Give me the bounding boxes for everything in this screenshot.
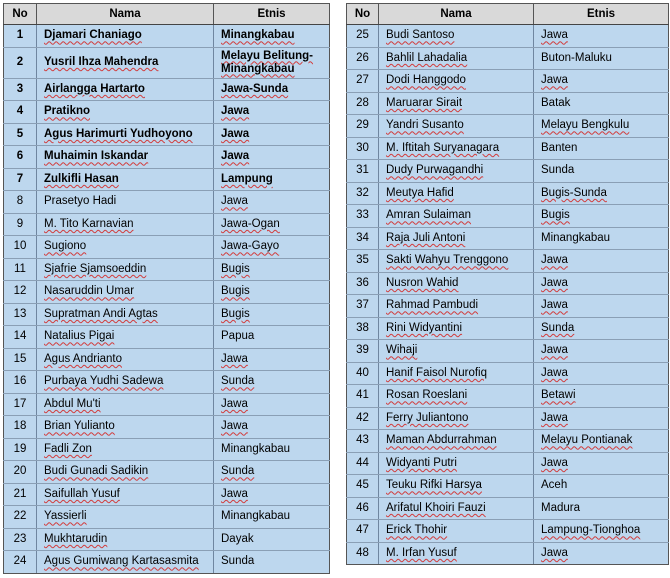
minister-name-text: Agus Gumiwang Kartasasmita: [44, 555, 199, 568]
table-row: [347, 70, 669, 93]
row-number: 19: [4, 438, 37, 461]
minister-name-text: Budi Gunadi Sadikin: [44, 465, 149, 478]
minister-name: [37, 213, 214, 236]
table-row: [4, 461, 330, 484]
row-number: 42: [347, 407, 379, 430]
header-etnis: Etnis: [214, 4, 330, 25]
ethnicity: [214, 416, 330, 439]
row-number: 32: [347, 182, 379, 205]
row-number: 33: [347, 205, 379, 228]
ethnicity: [534, 227, 669, 250]
row-number: 41: [347, 385, 379, 408]
row-number: 23: [4, 528, 37, 551]
minister-name-text: Rini Widyantini: [386, 321, 463, 334]
ethnicity-text: Madura: [541, 501, 580, 514]
minister-name-text: Fadli Zon: [44, 442, 92, 455]
ethnicity: [214, 47, 330, 78]
row-number: 17: [4, 393, 37, 416]
minister-name: [379, 205, 534, 228]
minister-name-text: M. Irfan Yusuf: [386, 546, 457, 559]
table-row: [347, 227, 669, 250]
minister-name: [37, 25, 214, 48]
ethnicity: [214, 123, 330, 146]
row-number: 26: [347, 47, 379, 70]
row-number: 22: [4, 506, 37, 529]
minister-name: [37, 47, 214, 78]
table-row: [347, 272, 669, 295]
ethnicity-text: Jawa-Gayo: [221, 240, 280, 253]
ethnicity: [534, 407, 669, 430]
ethnicity: [214, 348, 330, 371]
ethnicity: [214, 528, 330, 551]
ethnicity-text: Minangkabau: [221, 442, 291, 455]
table-row: [4, 101, 330, 124]
table-row: [4, 258, 330, 281]
minister-name: [37, 438, 214, 461]
ethnicity-text: Batak: [541, 96, 571, 109]
row-number: 3: [4, 78, 37, 101]
table-row: [4, 303, 330, 326]
ethnicity: [534, 92, 669, 115]
ethnicity: [214, 213, 330, 236]
minister-name: [379, 137, 534, 160]
header-no: No: [4, 4, 37, 25]
table-row: [4, 146, 330, 169]
minister-name-text: Abdul Mu'ti: [44, 397, 101, 410]
header-etnis: Etnis: [534, 4, 669, 25]
minister-name: [37, 123, 214, 146]
row-number: 27: [347, 70, 379, 93]
ethnicity: [214, 191, 330, 214]
ethnicity: [534, 362, 669, 385]
table-row: [347, 160, 669, 183]
ethnicity: [214, 326, 330, 349]
ethnicity-text: Jawa-Sunda: [221, 82, 289, 95]
minister-name-text: Erick Thohir: [386, 524, 448, 537]
minister-name: [379, 250, 534, 273]
ethnicity-text: Melayu Bengkulu: [541, 119, 630, 132]
minister-name-text: Purbaya Yudhi Sadewa: [44, 375, 164, 388]
row-number: 12: [4, 281, 37, 304]
ethnicity-text: Betawi: [541, 389, 576, 402]
table-row: [347, 92, 669, 115]
row-number: 48: [347, 542, 379, 565]
row-number: 35: [347, 250, 379, 273]
minister-name: [37, 393, 214, 416]
header-row: [4, 4, 330, 25]
minister-name-text: Dodi Hanggodo: [386, 74, 466, 87]
ethnicity-text: Sunda: [221, 375, 255, 388]
minister-name-text: Ferry Juliantono: [386, 411, 469, 424]
minister-name-text: Nusron Wahid: [386, 276, 459, 289]
minister-name: [37, 483, 214, 506]
table-row: [4, 191, 330, 214]
minister-name: [379, 317, 534, 340]
minister-name-text: Mukhtarudin: [44, 532, 108, 545]
minister-name: [379, 407, 534, 430]
row-number: 9: [4, 213, 37, 236]
ethnicity: [214, 168, 330, 191]
table-row: [4, 393, 330, 416]
ethnicity-text: Lampung-Tionghoa: [541, 524, 641, 537]
minister-name: [379, 520, 534, 543]
table-row: [4, 123, 330, 146]
row-number: 8: [4, 191, 37, 214]
ethnicity-text: Jawa: [541, 366, 568, 379]
minister-name: [379, 385, 534, 408]
ethnicity-text: Jawa: [221, 105, 250, 118]
ethnicity-text: Jawa: [541, 254, 568, 267]
row-number: 16: [4, 371, 37, 394]
row-number: 2: [4, 47, 37, 78]
table-row: [347, 497, 669, 520]
ethnicity-text: Jawa: [541, 411, 568, 424]
header-nama: Nama: [37, 4, 214, 25]
minister-name: [379, 92, 534, 115]
row-number: 34: [347, 227, 379, 250]
table-row: [4, 528, 330, 551]
ethnicity-text: Minangkabau: [541, 231, 611, 244]
minister-name-text: Teuku Rifki Harsya: [386, 479, 482, 492]
minister-name: [37, 281, 214, 304]
ethnicity: [214, 25, 330, 48]
row-number: 13: [4, 303, 37, 326]
ethnicity: [214, 78, 330, 101]
minister-name-text: Yassierli: [44, 510, 87, 523]
ethnicity-text: Jawa: [221, 397, 248, 410]
minister-name-text: Nasaruddin Umar: [44, 285, 135, 298]
minister-name: [379, 497, 534, 520]
table-row: [347, 295, 669, 318]
row-number: 39: [347, 340, 379, 363]
table-row: [347, 385, 669, 408]
ethnicity: [214, 146, 330, 169]
minister-name-text: Yandri Susanto: [386, 119, 464, 132]
row-number: 44: [347, 452, 379, 475]
row-number: 31: [347, 160, 379, 183]
minister-name: [37, 191, 214, 214]
minister-name-text: Pratikno: [44, 105, 91, 118]
minister-table-left: [3, 3, 330, 574]
ethnicity-text: Jawa: [221, 420, 248, 433]
ethnicity-text: Sunda: [541, 164, 575, 177]
minister-name: [379, 362, 534, 385]
minister-name: [379, 295, 534, 318]
row-number: 21: [4, 483, 37, 506]
ethnicity: [214, 393, 330, 416]
table-row: [4, 416, 330, 439]
ethnicity-text: Banten: [541, 141, 578, 154]
minister-name: [37, 146, 214, 169]
ethnicity: [214, 483, 330, 506]
minister-name: [379, 430, 534, 453]
minister-name: [379, 227, 534, 250]
row-number: 1: [4, 25, 37, 48]
ethnicity-text: Dayak: [221, 532, 254, 545]
table-row: [347, 520, 669, 543]
table-row: [347, 47, 669, 70]
minister-name-text: Saifullah Yusuf: [44, 487, 120, 500]
minister-name-text: Hanif Faisol Nurofiq: [386, 366, 487, 379]
table-row: [347, 452, 669, 475]
minister-name-text: Sakti Wahyu Trenggono: [386, 254, 509, 267]
ethnicity: [534, 250, 669, 273]
minister-name: [37, 371, 214, 394]
minister-name-text: Bahlil Lahadalia: [386, 51, 468, 64]
table-row: [347, 407, 669, 430]
ethnicity-text: Sunda: [221, 555, 255, 568]
minister-name-text: Meutya Hafid: [386, 186, 454, 199]
ethnicity-text: Bugis-Sunda: [541, 186, 607, 199]
ethnicity: [214, 551, 330, 574]
ethnicity: [534, 205, 669, 228]
table-row: [4, 483, 330, 506]
minister-name: [37, 258, 214, 281]
table-row: [4, 78, 330, 101]
minister-name-text: Wihaji: [386, 344, 418, 357]
ethnicity: [214, 461, 330, 484]
minister-name-text: Rosan Roeslani: [386, 389, 468, 402]
minister-name: [379, 160, 534, 183]
header-no: No: [347, 4, 379, 25]
row-number: 38: [347, 317, 379, 340]
ethnicity: [534, 272, 669, 295]
ethnicity-text: Jawa: [541, 299, 568, 312]
ethnicity: [214, 281, 330, 304]
row-number: 18: [4, 416, 37, 439]
ethnicity-text: Jawa: [541, 74, 568, 87]
table-row: [347, 542, 669, 565]
table-row: [347, 137, 669, 160]
table-row: [4, 438, 330, 461]
minister-name-text: Zulkifli Hasan: [44, 172, 119, 185]
row-number: 30: [347, 137, 379, 160]
minister-name: [37, 168, 214, 191]
minister-name-text: Arifatul Khoiri Fauzi: [386, 501, 486, 514]
table-row: [347, 340, 669, 363]
minister-name-text: Rahmad Pambudi: [386, 299, 479, 312]
row-number: 14: [4, 326, 37, 349]
ethnicity-text: Bugis: [221, 262, 250, 275]
table-row: [347, 182, 669, 205]
minister-name: [379, 272, 534, 295]
minister-name-text: Amran Sulaiman: [386, 209, 472, 222]
minister-name: [37, 461, 214, 484]
table-row: [4, 326, 330, 349]
ethnicity: [214, 101, 330, 124]
minister-name: [37, 348, 214, 371]
ethnicity-text: Sunda: [221, 465, 255, 478]
minister-name: [37, 78, 214, 101]
ethnicity-text: Minangkabau: [221, 510, 291, 523]
minister-name-text: Maman Abdurrahman: [386, 434, 497, 447]
ethnicity: [214, 506, 330, 529]
table-row: [347, 25, 669, 48]
ethnicity: [214, 303, 330, 326]
minister-name: [37, 101, 214, 124]
row-number: 37: [347, 295, 379, 318]
minister-name-text: Budi Santoso: [386, 29, 455, 42]
row-number: 46: [347, 497, 379, 520]
minister-name: [379, 25, 534, 48]
ethnicity-text: Sunda: [541, 321, 575, 334]
minister-name-text: Supratman Andi Agtas: [44, 307, 158, 320]
minister-name: [37, 236, 214, 259]
minister-name: [379, 452, 534, 475]
ethnicity: [534, 47, 669, 70]
ethnicity: [214, 371, 330, 394]
minister-name-text: Airlangga Hartarto: [44, 82, 145, 95]
table-row: [347, 362, 669, 385]
minister-name-text: Prasetyo Hadi: [44, 195, 117, 208]
row-number: 25: [347, 25, 379, 48]
table-row: [4, 371, 330, 394]
minister-name-text: Dudy Purwagandhi: [386, 164, 484, 177]
minister-name-text: Agus Andrianto: [44, 352, 123, 365]
row-number: 10: [4, 236, 37, 259]
row-number: 20: [4, 461, 37, 484]
minister-name: [37, 506, 214, 529]
table-row: [347, 317, 669, 340]
ethnicity: [214, 438, 330, 461]
minister-name-text: Sugiono: [44, 240, 87, 253]
ethnicity: [534, 70, 669, 93]
minister-name: [379, 182, 534, 205]
minister-name: [379, 70, 534, 93]
minister-name-text: Yusril Ihza Mahendra: [44, 56, 159, 68]
ethnicity-text: Jawa: [541, 456, 568, 469]
minister-name: [37, 551, 214, 574]
minister-name: [37, 303, 214, 326]
minister-name: [379, 475, 534, 498]
table-row: [347, 115, 669, 138]
row-number: 36: [347, 272, 379, 295]
minister-name-text: Maruarar Sirait: [386, 96, 463, 109]
ethnicity-text: Lampung: [221, 172, 273, 185]
ethnicity-text: Papua: [221, 330, 255, 343]
table-row: [4, 168, 330, 191]
row-number: 4: [4, 101, 37, 124]
ethnicity: [534, 520, 669, 543]
ethnicity-text: Melayu Pontianak: [541, 434, 633, 447]
minister-name-text: M. Tito Karnavian: [44, 217, 134, 230]
ethnicity-text: Jawa: [221, 150, 250, 163]
ethnicity: [534, 340, 669, 363]
ethnicity: [214, 258, 330, 281]
table-row: [4, 47, 330, 78]
minister-table-right: [346, 3, 669, 565]
minister-name-text: Muhaimin Iskandar: [44, 150, 149, 163]
minister-name: [37, 326, 214, 349]
ethnicity-text: Bugis: [541, 209, 570, 222]
table-row: [4, 281, 330, 304]
minister-name: [379, 115, 534, 138]
ethnicity: [534, 25, 669, 48]
table-row: [4, 236, 330, 259]
ethnicity: [214, 236, 330, 259]
table-row: [347, 205, 669, 228]
row-number: 45: [347, 475, 379, 498]
ethnicity-text: Buton-Maluku: [541, 51, 612, 64]
ethnicity-text: Jawa: [221, 127, 250, 140]
minister-name-text: Brian Yulianto: [44, 420, 115, 433]
row-number: 11: [4, 258, 37, 281]
ethnicity-text: Jawa: [221, 195, 248, 208]
row-number: 5: [4, 123, 37, 146]
minister-name-text: Raja Juli Antoni: [386, 231, 466, 244]
minister-name: [37, 528, 214, 551]
row-number: 6: [4, 146, 37, 169]
ethnicity-text: Jawa: [221, 352, 248, 365]
ethnicity-text: Jawa: [541, 29, 568, 42]
ethnicity-text: Jawa-Ogan: [221, 217, 280, 230]
row-number: 24: [4, 551, 37, 574]
minister-name-text: Natalius Pigai: [44, 330, 115, 343]
table-row: [4, 25, 330, 48]
minister-name-text: Agus Harimurti Yudhoyono: [44, 127, 193, 140]
ethnicity: [534, 182, 669, 205]
ethnicity: [534, 497, 669, 520]
table-row: [4, 506, 330, 529]
minister-name: [37, 416, 214, 439]
ethnicity-text: Jawa: [221, 487, 248, 500]
row-number: 40: [347, 362, 379, 385]
row-number: 43: [347, 430, 379, 453]
ethnicity-text: Minangkabau: [221, 29, 295, 42]
ethnicity-text: Jawa: [541, 276, 568, 289]
ethnicity-text: Jawa: [541, 546, 568, 559]
row-number: 28: [347, 92, 379, 115]
ethnicity: [534, 160, 669, 183]
ethnicity: [534, 137, 669, 160]
table-row: [347, 475, 669, 498]
ethnicity-text: Jawa: [541, 344, 568, 357]
minister-name: [379, 542, 534, 565]
header-nama: Nama: [379, 4, 534, 25]
table-row: [4, 551, 330, 574]
ethnicity-text: Bugis: [221, 307, 250, 320]
table-row: [347, 250, 669, 273]
header-row: [347, 4, 669, 25]
ethnicity: [534, 430, 669, 453]
ethnicity-text: Aceh: [541, 479, 568, 492]
ethnicity-text: Bugis: [221, 285, 250, 298]
ethnicity: [534, 115, 669, 138]
minister-name: [379, 47, 534, 70]
ethnicity: [534, 385, 669, 408]
ethnicity: [534, 542, 669, 565]
row-number: 7: [4, 168, 37, 191]
ethnicity: [534, 295, 669, 318]
minister-name-text: Sjafrie Sjamsoeddin: [44, 262, 147, 275]
row-number: 15: [4, 348, 37, 371]
ethnicity-text: Melayu Belitung-Minangkabau: [221, 49, 314, 75]
row-number: 47: [347, 520, 379, 543]
minister-name: [379, 340, 534, 363]
minister-name-text: Widyanti Putri: [386, 456, 457, 469]
table-row: [347, 430, 669, 453]
row-number: 29: [347, 115, 379, 138]
minister-name-text: Djamari Chaniago: [44, 29, 142, 42]
ethnicity: [534, 475, 669, 498]
table-row: [4, 348, 330, 371]
ethnicity: [534, 317, 669, 340]
table-row: [4, 213, 330, 236]
ethnicity: [534, 452, 669, 475]
minister-name-text: M. Iftitah Suryanagara: [386, 141, 500, 154]
